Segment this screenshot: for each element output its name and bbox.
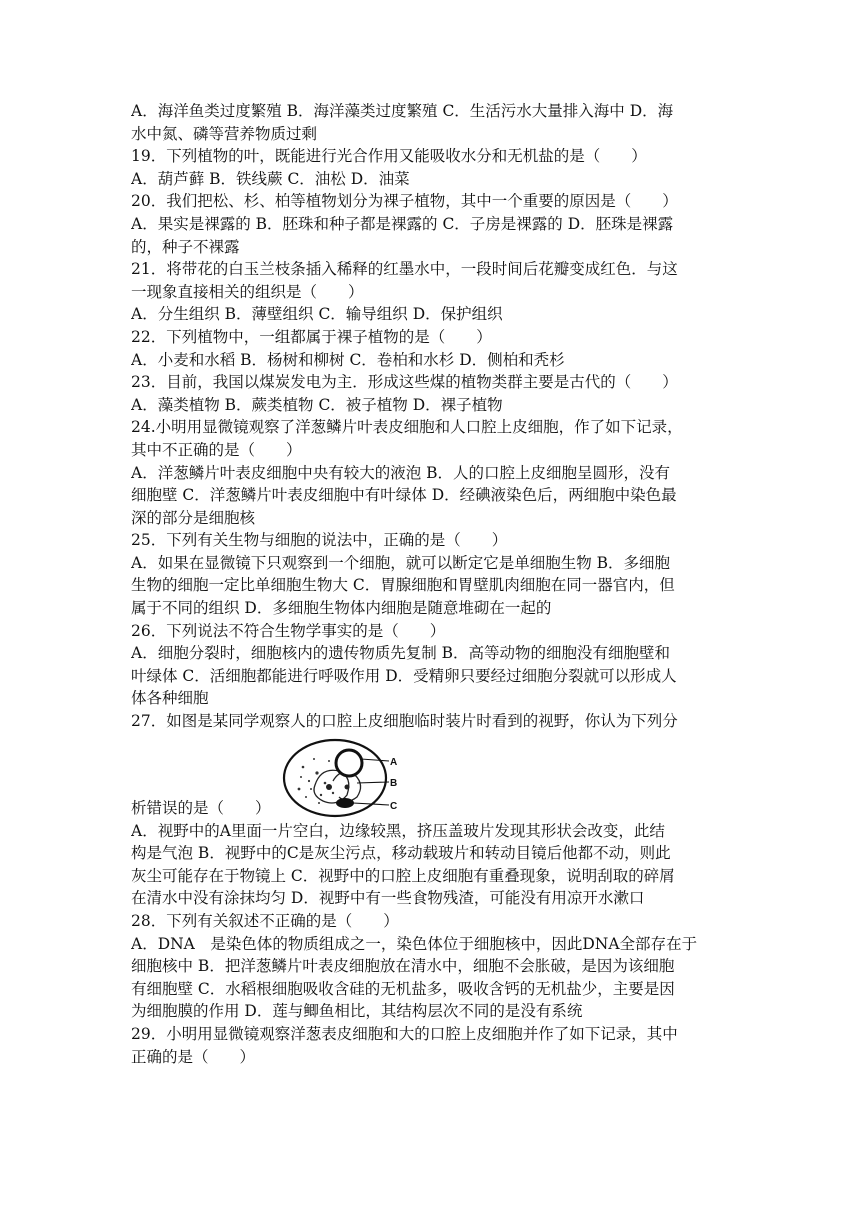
text-line: 24.小明用显微镜观察了洋葱鳞片叶表皮细胞和人口腔上皮细胞，作了如下记录， <box>131 418 683 437</box>
air-bubble <box>336 750 362 776</box>
text-line: A．洋葱鳞片叶表皮细胞中央有较大的液泡 B．人的口腔上皮细胞呈圆形，没有 <box>131 463 671 482</box>
text-line: 其中不正确的是（ ） <box>131 440 302 459</box>
text-line: 为细胞膜的作用 D．莲与鲫鱼相比，其结构层次不同的是没有系统 <box>131 1002 583 1021</box>
text-line: 22．下列植物中，一组都属于裸子植物的是（ ） <box>131 327 492 346</box>
text-line: 正确的是（ ） <box>131 1047 256 1066</box>
text-line: 叶绿体 C．活细胞都能进行呼吸作用 D．受精卵只要经过细胞分裂就可以形成人 <box>131 666 677 685</box>
dirt-spot <box>336 798 354 808</box>
text-line: A．小麦和水稻 B．杨树和柳树 C．卷柏和水杉 D．侧柏和秃杉 <box>131 350 565 369</box>
text-line: 23．目前，我国以煤炭发电为主．形成这些煤的植物类群主要是古代的（ ） <box>131 373 678 392</box>
text-line: 灰尘可能存在于物镜上 C．视野中的口腔上皮细胞有重叠现象，说明刮取的碎屑 <box>131 866 675 885</box>
text-line: 深的部分是细胞核 <box>131 508 256 527</box>
text-line: A．细胞分裂时，细胞核内的遗传物质先复制 B．高等动物的细胞没有细胞壁和 <box>131 644 671 663</box>
text-line: 细胞核中 B．把洋葱鳞片叶表皮细胞放在清水中，细胞不会胀破，是因为该细胞 <box>131 957 675 976</box>
text-line: 28．下列有关叙述不正确的是（ ） <box>131 912 399 930</box>
text-line: 19．下列植物的叶，既能进行光合作用又能吸收水分和无机盐的是（ ） <box>131 147 647 166</box>
text-line: A．海洋鱼类过度繁殖 B．海洋藻类过度繁殖 C．生活污水大量排入海中 D．海 <box>131 102 674 120</box>
text-line: A．葫芦藓 B．铁线蕨 C．油松 D．油菜 <box>131 169 410 188</box>
text-line: 有细胞壁 C．水稻根细胞吸收含硅的无机盐多，吸收含钙的无机盐少，主要是因 <box>131 979 675 998</box>
text-line: 构是气泡 B．视野中的C是灰尘污点，移动载玻片和转动目镜后他都不动，则此 <box>131 844 671 863</box>
text-line: 25．下列有关生物与细胞的说法中，正确的是（ ） <box>131 531 508 550</box>
microscope-field-figure <box>281 737 399 819</box>
label-c: C <box>390 800 398 812</box>
text-line: A．如果在显微镜下只观察到一个细胞，就可以断定它是单细胞生物 B．多细胞 <box>131 553 671 572</box>
text-line: A．DNA 是染色体的物质组成之一，染色体位于细胞核中，因此DNA全部存在于 <box>131 934 698 953</box>
text-line: 一现象直接相关的组织是（ ） <box>131 282 364 301</box>
text-block-after-figure <box>131 820 731 1069</box>
figure-row <box>131 733 731 820</box>
text-line: 26．下列说法不符合生物学事实的是（ ） <box>131 621 446 640</box>
text-line: 21．将带花的白玉兰枝条插入稀释的红墨水中，一段时间后花瓣变成红色．与这 <box>131 260 678 279</box>
text-line: A．果实是裸露的 B．胚珠和种子都是裸露的 C．子房是裸露的 D．胚珠是裸露 <box>131 214 674 233</box>
text-line: 细胞壁 C．洋葱鳞片叶表皮细胞中有叶绿体 D．经碘液染色后，两细胞中染色最 <box>131 486 677 505</box>
text-line: A．视野中的A里面一片空白，边缘较黑，挤压盖玻片发现其形状会改变，此结 <box>131 821 665 840</box>
label-a: A <box>390 756 398 768</box>
text-line: 在清水中没有涂抹均匀 D．视野中有一些食物残渣，可能没有用凉开水漱口 <box>131 889 645 908</box>
text-line: 体各种细胞 <box>131 689 209 708</box>
text-line: 27．如图是某同学观察人的口腔上皮细胞临时装片时看到的视野，你认为下列分 <box>131 712 678 731</box>
label-b: B <box>390 777 398 789</box>
text-line: A．藻类植物 B．蕨类植物 C．被子植物 D．裸子植物 <box>131 395 503 414</box>
figure-lead-text: 析错误的是（ ） <box>131 799 271 818</box>
text-line: A．分生组织 B．薄壁组织 C．输导组织 D．保护组织 <box>131 305 503 324</box>
text-line: 水中氮、磷等营养物质过剩 <box>131 124 318 143</box>
text-block-before-figure <box>131 100 731 733</box>
text-line: 的，种子不裸露 <box>131 237 240 256</box>
document-page <box>131 100 731 1068</box>
text-line: 29．小明用显微镜观察洋葱表皮细胞和大的口腔上皮细胞并作了如下记录，其中 <box>131 1024 678 1043</box>
text-line: 20．我们把松、杉、柏等植物划分为裸子植物，其中一个重要的原因是（ ） <box>131 192 678 211</box>
text-line: 属于不同的组织 D．多细胞生物体内细胞是随意堆砌在一起的 <box>131 599 552 618</box>
text-line: 生物的细胞一定比单细胞生物大 C．胃腺细胞和胃壁肌肉细胞在同一器官内，但 <box>131 576 675 595</box>
